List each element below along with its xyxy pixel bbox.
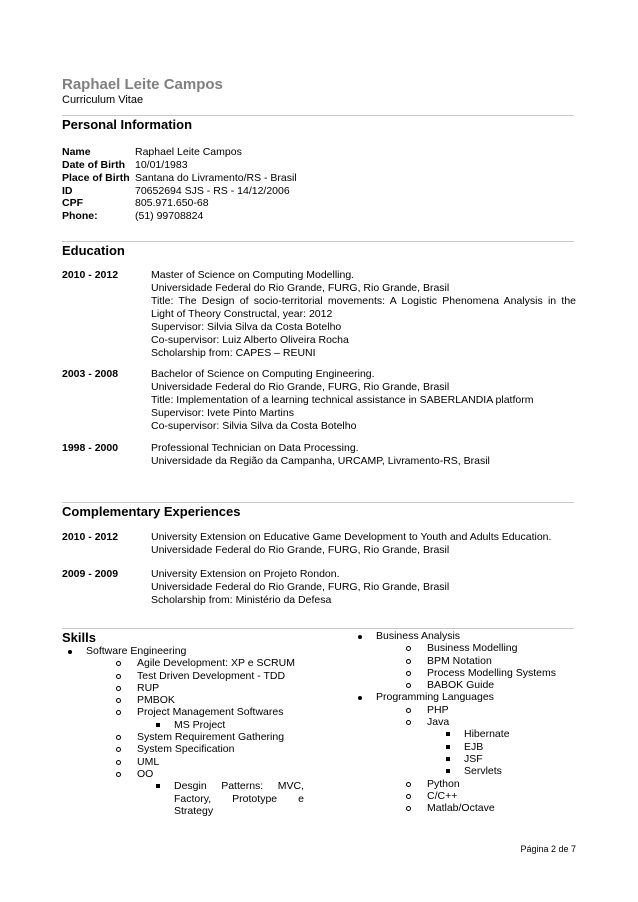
skill-text: RUP (137, 681, 160, 694)
section-title-skills: Skills (62, 630, 96, 645)
skill-text: BPM Notation (427, 654, 492, 667)
bullet-icon (406, 671, 411, 676)
skill-text: Java (427, 716, 450, 729)
bullet-icon (116, 772, 121, 777)
personal-info-value: 805.971.650-68 (135, 197, 209, 209)
skill-item (352, 716, 582, 728)
personal-info-row (62, 172, 297, 185)
personal-info-row (62, 197, 209, 210)
bullet-icon (406, 720, 411, 725)
skills-list-right (352, 630, 582, 814)
bullet-icon (406, 683, 411, 688)
skill-item (352, 655, 582, 667)
entry-line: Title: The Design of socio-territorial movements: A Logistic Phenomena Analysis in the (151, 295, 576, 307)
bullet-icon (116, 674, 121, 679)
bullet-icon (116, 698, 121, 703)
personal-info-row (62, 210, 203, 223)
complementary-entry (62, 568, 576, 607)
skill-text: MS Project (174, 718, 226, 731)
skill-text: Python (427, 777, 460, 790)
entry-line: Universidade Federal do Rio Grande, FURG, Rio Grande, Brasil (151, 282, 450, 294)
personal-info-row (62, 159, 188, 172)
entry-line: Scholarship from: CAPES – REUNI (151, 347, 316, 359)
page-number: Página 2 de 7 (520, 844, 576, 854)
entry-years: 2009 - 2009 (62, 568, 119, 580)
skill-item (352, 667, 582, 679)
personal-info-label: ID (62, 185, 73, 197)
skill-item (62, 780, 322, 817)
skill-text: Project Management Softwares (137, 706, 284, 719)
skill-text: Business Analysis (376, 630, 461, 642)
skill-text: System Requirement Gathering (137, 731, 285, 744)
skill-text: Matlab/Octave (427, 802, 495, 815)
entry-line: Co-supervisor: Silvia Silva da Costa Botelho (151, 420, 357, 432)
skill-text: Agile Development: XP e SCRUM (137, 657, 295, 670)
skill-item (62, 670, 322, 682)
skill-text: JSF (464, 752, 483, 765)
skill-text: PHP (427, 703, 449, 716)
bullet-icon (358, 635, 362, 639)
skill-item (352, 630, 582, 642)
skill-item (62, 756, 322, 768)
bullet-icon (156, 784, 160, 788)
skill-item (62, 731, 322, 743)
skill-text: Business Modelling (427, 642, 518, 655)
entry-line: Supervisor: Ivete Pinto Martins (151, 407, 294, 419)
divider (62, 502, 574, 503)
skill-text: UML (137, 755, 160, 768)
entry-years: 2010 - 2012 (62, 531, 119, 543)
personal-info-label: Date of Birth (62, 159, 125, 171)
section-title-complementary: Complementary Experiences (62, 504, 241, 519)
cv-owner-name: Raphael Leite Campos (62, 76, 223, 93)
cv-subtitle: Curriculum Vitae (62, 94, 144, 106)
education-entry (62, 442, 576, 468)
personal-info-value: Santana do Livramento/RS - Brasil (135, 172, 297, 184)
skill-text: Hibernate (464, 728, 510, 741)
entry-line: Universidade da Região da Campanha, URCAMP, Livramento-RS, Brasil (151, 455, 490, 467)
personal-info-row (62, 146, 242, 159)
skill-item (62, 657, 322, 669)
skill-item (352, 691, 582, 703)
entry-line: University Extension on Projeto Rondon. (151, 568, 340, 580)
bullet-icon (116, 661, 121, 666)
bullet-icon (116, 747, 121, 752)
skill-item (352, 778, 582, 790)
bullet-icon (406, 782, 411, 787)
entry-years: 1998 - 2000 (62, 442, 119, 454)
personal-info-value: 70652694 SJS - RS - 14/12/2006 (135, 185, 290, 197)
skill-text: Servlets (464, 765, 502, 778)
entry-line: Universidade Federal do Rio Grande, FURG, Rio Grande, Brasil (151, 581, 450, 593)
skill-text: System Specification (137, 743, 235, 756)
skill-text: Process Modelling Systems (427, 666, 556, 679)
skill-item (352, 642, 582, 654)
skill-item (62, 719, 322, 731)
personal-info-value: (51) 99708824 (135, 210, 204, 222)
entry-line: Bachelor of Science on Computing Engineering. (151, 368, 375, 380)
skill-item (62, 694, 322, 706)
entry-line: Title: Implementation of a learning technical assistance in SABERLANDIA platform (151, 394, 534, 406)
skill-text: OO (137, 767, 154, 780)
divider (62, 241, 574, 242)
bullet-icon (116, 735, 121, 740)
skill-item (62, 645, 322, 657)
bullet-icon (446, 745, 450, 749)
skill-text: C/C++ (427, 789, 458, 802)
entry-line: Supervisor: Silvia Silva da Costa Botelho (151, 321, 342, 333)
skill-item (352, 704, 582, 716)
divider (62, 115, 574, 116)
bullet-icon (406, 806, 411, 811)
entry-line: Co-supervisor: Luiz Alberto Oliveira Rocha (151, 334, 349, 346)
skill-text: BABOK Guide (427, 679, 495, 692)
bullet-icon (68, 650, 72, 654)
education-entry (62, 368, 576, 433)
skill-text: Software Engineering (86, 645, 187, 657)
entry-line: Master of Science on Computing Modelling. (151, 269, 355, 281)
entry-line: Universidade Federal do Rio Grande, FURG, Rio Grande, Brasil (151, 381, 450, 393)
personal-info-label: Place of Birth (62, 172, 130, 184)
personal-info-label: Phone: (62, 210, 98, 222)
complementary-entry (62, 531, 576, 557)
skill-item (352, 741, 582, 753)
divider (62, 628, 574, 629)
skill-item (62, 768, 322, 780)
section-title-education: Education (62, 243, 125, 258)
entry-line: Scholarship from: Ministério da Defesa (151, 594, 332, 606)
entry-years: 2003 - 2008 (62, 368, 119, 380)
bullet-icon (406, 646, 411, 651)
bullet-icon (446, 769, 450, 773)
entry-years: 2010 - 2012 (62, 269, 119, 281)
skill-item (352, 728, 582, 740)
bullet-icon (446, 757, 450, 761)
entry-line: Light of Theory Constructal, year: 2012 (151, 308, 333, 320)
entry-line: Professional Technician on Data Processing. (151, 442, 359, 454)
bullet-icon (406, 794, 411, 799)
personal-info-label: Name (62, 146, 91, 158)
skill-item (62, 743, 322, 755)
personal-info-value: Raphael Leite Campos (135, 146, 242, 158)
skills-list-left (62, 645, 322, 817)
bullet-icon (358, 696, 362, 700)
skill-item (352, 679, 582, 691)
bullet-icon (116, 760, 121, 765)
skill-item (62, 706, 322, 718)
skill-text: PMBOK (137, 694, 175, 707)
section-title-personal: Personal Information (62, 117, 193, 132)
skill-item (62, 682, 322, 694)
skill-item (352, 753, 582, 765)
bullet-icon (446, 732, 450, 736)
entry-line: University Extension on Educative Game Development to Youth and Adults Education. (151, 531, 552, 543)
bullet-icon (156, 723, 160, 727)
skill-text: Programming Languages (376, 691, 494, 704)
personal-info-label: CPF (62, 197, 83, 209)
bullet-icon (406, 708, 411, 713)
skill-item (352, 802, 582, 814)
bullet-icon (116, 710, 121, 715)
bullet-icon (116, 686, 121, 691)
entry-line: Universidade Federal do Rio Grande, FURG, Rio Grande, Brasil (151, 544, 450, 556)
skill-text: Desgin Patterns: MVC, Factory, Prototype e Strategy (174, 780, 304, 817)
skill-text: Test Driven Development - TDD (137, 669, 286, 682)
skill-item (352, 765, 582, 777)
education-entry (62, 269, 576, 360)
bullet-icon (406, 659, 411, 664)
skill-text: EJB (464, 740, 484, 753)
personal-info-value: 10/01/1983 (135, 159, 188, 171)
skill-item (352, 790, 582, 802)
